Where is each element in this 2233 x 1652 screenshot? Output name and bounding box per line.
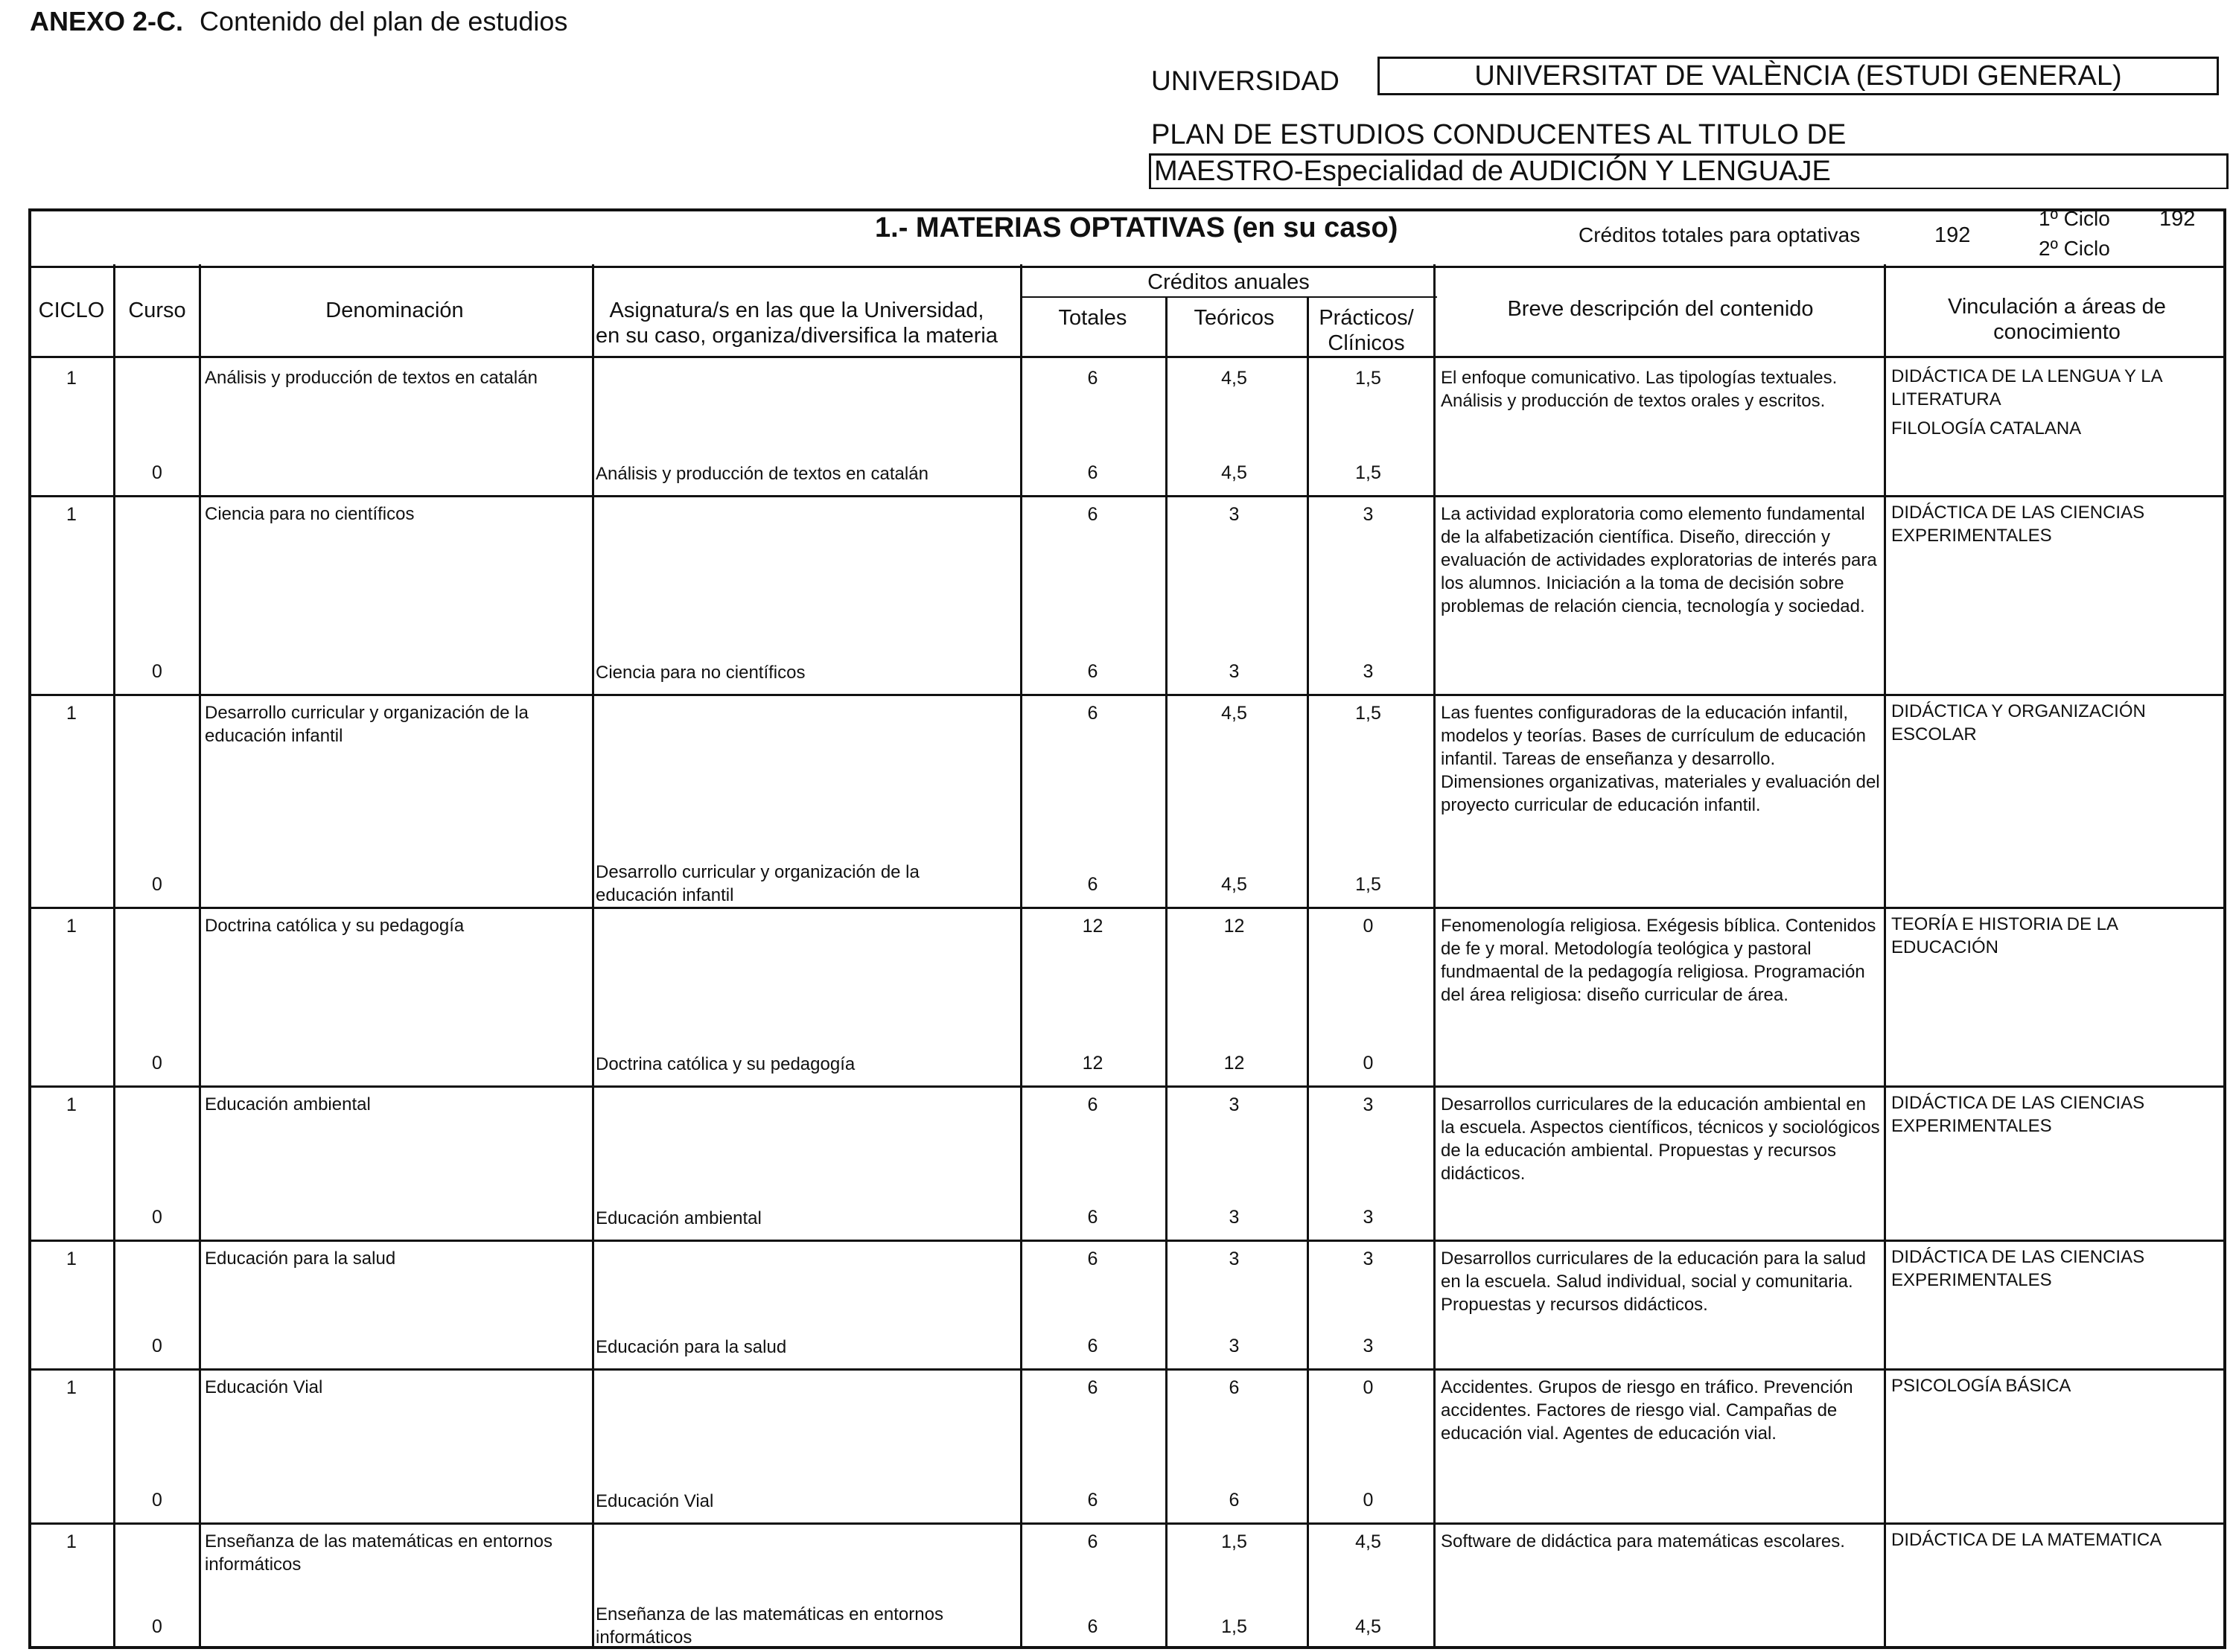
row-totales-main: 6 xyxy=(1087,1094,1098,1115)
annex-heading xyxy=(30,6,567,37)
column-rule xyxy=(1307,296,1309,1649)
cycle1-label: 1º Ciclo xyxy=(2039,207,2110,230)
column-rule xyxy=(592,264,594,1649)
col-denominacion: Denominación xyxy=(325,299,464,322)
row-curso: 0 xyxy=(152,874,162,895)
row-practicos-main: 1,5 xyxy=(1355,703,1381,724)
row-totales-main: 6 xyxy=(1087,1377,1098,1398)
annex-title: Contenido del plan de estudios xyxy=(200,6,568,36)
row-totales-sub: 6 xyxy=(1087,1336,1098,1356)
cycle1-value: 192 xyxy=(2159,207,2196,231)
row-teoricos-main: 6 xyxy=(1229,1377,1240,1398)
row-practicos-sub: 3 xyxy=(1363,1336,1374,1356)
row-denominacion: Enseñanza de las matemáticas en entornos informáticos xyxy=(205,1531,552,1575)
row-curso: 0 xyxy=(152,462,162,483)
annex-number: ANEXO 2-C. xyxy=(30,6,184,36)
row-curso: 0 xyxy=(152,1053,162,1074)
row-teoricos-sub: 3 xyxy=(1229,661,1240,682)
row-asignatura: Análisis y producción de textos en catalán xyxy=(596,464,928,484)
row-curso: 0 xyxy=(152,661,162,682)
row-practicos-main: 3 xyxy=(1363,1248,1374,1269)
row-rule xyxy=(28,907,2226,909)
row-practicos-sub: 0 xyxy=(1363,1490,1374,1511)
row-totales-main: 6 xyxy=(1087,703,1098,724)
row-ciclo: 1 xyxy=(66,1531,77,1552)
row-totales-sub: 6 xyxy=(1087,1207,1098,1228)
row-descripcion: Accidentes. Grupos de riesgo en tráfico. Prevención accidentes. Factores de riesgo vial. Campañas de educación vial. Agentes de educación vial. xyxy=(1441,1377,1853,1444)
university-label: UNIVERSIDAD xyxy=(1151,66,1340,96)
row-vinculacion: DIDÁCTICA DE LAS CIENCIAS EXPERIMENTALES xyxy=(1891,503,2145,546)
row-vinculacion: DIDÁCTICA DE LAS CIENCIAS EXPERIMENTALES xyxy=(1891,1093,2145,1136)
row-curso: 0 xyxy=(152,1616,162,1637)
row-asignatura: Doctrina católica y su pedagogía xyxy=(596,1054,856,1074)
row-practicos-main: 3 xyxy=(1363,504,1374,525)
row-teoricos-sub: 1,5 xyxy=(1221,1616,1247,1637)
row-descripcion: Desarrollos curriculares de la educación para la salud en la escuela. Salud individual, social y comunitaria. Propuestas y recursos didácticos. xyxy=(1441,1248,1866,1315)
row-denominacion: Educación ambiental xyxy=(205,1094,371,1114)
row-descripcion: Software de didáctica para matemáticas escolares. xyxy=(1441,1531,1845,1551)
university-value: UNIVERSITAT DE VALÈNCIA (ESTUDI GENERAL) xyxy=(1474,60,2122,92)
row-asignatura: Educación para la salud xyxy=(596,1337,787,1357)
row-ciclo: 1 xyxy=(66,1377,77,1398)
row-totales-sub: 6 xyxy=(1087,462,1098,483)
row-practicos-sub: 1,5 xyxy=(1355,874,1381,895)
row-asignatura: Educación ambiental xyxy=(596,1208,762,1228)
subheader-rule xyxy=(1020,296,1437,298)
row-practicos-sub: 0 xyxy=(1363,1053,1374,1074)
row-teoricos-main: 4,5 xyxy=(1221,703,1247,724)
row-teoricos-main: 12 xyxy=(1223,916,1245,937)
row-vinculacion: DIDÁCTICA DE LA LENGUA Y LA LITERATURA xyxy=(1891,366,2162,409)
row-totales-main: 12 xyxy=(1082,916,1103,937)
row-ciclo: 1 xyxy=(66,504,77,525)
credits-total-value: 192 xyxy=(1934,223,1971,247)
column-rule xyxy=(1020,264,1022,1649)
column-rule xyxy=(1884,264,1886,1649)
credits-total-label: Créditos totales para optativas xyxy=(1579,223,1861,246)
row-vinculacion-2: FILOLOGÍA CATALANA xyxy=(1891,418,2082,438)
row-denominacion: Desarrollo curricular y organización de la educación infantil xyxy=(205,703,529,746)
row-vinculacion: PSICOLOGÍA BÁSICA xyxy=(1891,1376,2071,1396)
row-vinculacion: DIDÁCTICA DE LA MATEMATICA xyxy=(1891,1530,2162,1550)
row-rule xyxy=(28,1085,2226,1088)
section-title: 1.- MATERIAS OPTATIVAS (en su caso) xyxy=(875,212,1398,243)
col-teoricos: Teóricos xyxy=(1194,306,1275,330)
row-denominacion: Educación Vial xyxy=(205,1377,323,1397)
column-rule xyxy=(199,264,201,1649)
col-vinculacion: Vinculación a áreas de conocimiento xyxy=(1948,295,2166,344)
row-rule xyxy=(28,1522,2226,1525)
row-teoricos-sub: 12 xyxy=(1223,1053,1245,1074)
row-ciclo: 1 xyxy=(66,916,77,937)
row-ciclo: 1 xyxy=(66,1248,77,1269)
row-totales-main: 6 xyxy=(1087,504,1098,525)
row-rule xyxy=(28,1240,2226,1242)
degree-field xyxy=(1149,153,2229,189)
col-ciclo: CICLO xyxy=(38,299,105,322)
row-teoricos-main: 1,5 xyxy=(1221,1531,1247,1552)
cycle2-label: 2º Ciclo xyxy=(2039,237,2110,260)
row-teoricos-main: 3 xyxy=(1229,504,1240,525)
row-practicos-sub: 3 xyxy=(1363,661,1374,682)
row-practicos-main: 0 xyxy=(1363,1377,1374,1398)
row-descripcion: Las fuentes configuradoras de la educación infantil, modelos y teorías. Bases de currículum de educación infantil. Tareas de enseñanza y desarrollo. Dimensiones organizativas, materiales y evaluación del proyecto curricular de educación infantil. xyxy=(1441,703,1880,815)
row-denominacion: Doctrina católica y su pedagogía xyxy=(205,916,465,936)
row-denominacion: Ciencia para no científicos xyxy=(205,504,415,524)
row-totales-sub: 6 xyxy=(1087,1490,1098,1511)
row-denominacion: Educación para la salud xyxy=(205,1248,396,1269)
row-descripcion: Fenomenología religiosa. Exégesis bíblica. Contenidos de fe y moral. Metodología teológica y pastoral fundmaental de la pedagogía religiosa. Programación del área religiosa: diseño curricular de área. xyxy=(1441,916,1876,1005)
row-totales-sub: 6 xyxy=(1087,874,1098,895)
row-vinculacion: DIDÁCTICA DE LAS CIENCIAS EXPERIMENTALES xyxy=(1891,1247,2145,1290)
row-practicos-main: 1,5 xyxy=(1355,368,1381,389)
header-bottom-rule xyxy=(28,356,2226,358)
row-totales-sub: 6 xyxy=(1087,1616,1098,1637)
row-totales-main: 6 xyxy=(1087,1248,1098,1269)
row-curso: 0 xyxy=(152,1207,162,1228)
row-rule xyxy=(28,694,2226,696)
col-totales: Totales xyxy=(1058,306,1127,330)
col-asignatura: Asignatura/s en las que la Universidad, en su caso, organiza/diversifica la materia xyxy=(596,299,998,348)
university-field xyxy=(1377,57,2219,95)
row-totales-main: 6 xyxy=(1087,1531,1098,1552)
degree-value: MAESTRO-Especialidad de AUDICIÓN Y LENGUAJE xyxy=(1154,156,1831,187)
row-asignatura: Enseñanza de las matemáticas en entornos informáticos xyxy=(596,1604,943,1648)
row-practicos-main: 0 xyxy=(1363,916,1374,937)
row-ciclo: 1 xyxy=(66,703,77,724)
col-practicos: Prácticos/ Clínicos xyxy=(1319,306,1414,355)
row-descripcion: La actividad exploratoria como elemento fundamental de la alfabetización científica. Diseño, dirección y evaluación de actividades exploratorias de interés para los alumnos. Iniciación a la toma de decisión sobre problemas de relación ciencia, tecnología y sociedad. xyxy=(1441,504,1877,616)
row-rule xyxy=(28,495,2226,497)
row-curso: 0 xyxy=(152,1336,162,1356)
row-asignatura: Desarrollo curricular y organización de la educación infantil xyxy=(596,862,920,905)
row-totales-sub: 6 xyxy=(1087,661,1098,682)
row-practicos-main: 3 xyxy=(1363,1094,1374,1115)
row-teoricos-main: 3 xyxy=(1229,1094,1240,1115)
row-teoricos-main: 3 xyxy=(1229,1248,1240,1269)
row-teoricos-sub: 3 xyxy=(1229,1336,1240,1356)
row-practicos-sub: 3 xyxy=(1363,1207,1374,1228)
row-asignatura: Ciencia para no científicos xyxy=(596,663,806,683)
col-curso: Curso xyxy=(128,299,186,322)
row-teoricos-sub: 6 xyxy=(1229,1490,1240,1511)
row-denominacion: Análisis y producción de textos en catalán xyxy=(205,368,538,388)
row-curso: 0 xyxy=(152,1490,162,1511)
row-teoricos-sub: 4,5 xyxy=(1221,874,1247,895)
row-rule xyxy=(28,1368,2226,1371)
row-ciclo: 1 xyxy=(66,368,77,389)
row-teoricos-main: 4,5 xyxy=(1221,368,1247,389)
row-totales-main: 6 xyxy=(1087,368,1098,389)
row-practicos-sub: 1,5 xyxy=(1355,462,1381,483)
row-descripcion: Desarrollos curriculares de la educación ambiental en la escuela. Aspectos científicos, técnicos y sociológicos de la educación ambiental. Propuestas y recursos didácticos. xyxy=(1441,1094,1880,1184)
row-practicos-main: 4,5 xyxy=(1355,1531,1381,1552)
col-creditos-anuales: Créditos anuales xyxy=(1147,270,1310,294)
column-rule xyxy=(1165,296,1168,1649)
row-vinculacion: DIDÁCTICA Y ORGANIZACIÓN ESCOLAR xyxy=(1891,701,2146,744)
row-vinculacion: TEORÍA E HISTORIA DE LA EDUCACIÓN xyxy=(1891,914,2118,957)
row-teoricos-sub: 4,5 xyxy=(1221,462,1247,483)
row-descripcion: El enfoque comunicativo. Las tipologías textuales. Análisis y producción de textos orales y escritos. xyxy=(1441,368,1838,411)
plan-label: PLAN DE ESTUDIOS CONDUCENTES AL TITULO DE xyxy=(1151,119,1847,150)
row-totales-sub: 12 xyxy=(1082,1053,1103,1074)
row-asignatura: Educación Vial xyxy=(596,1491,714,1511)
col-descripcion: Breve descripción del contenido xyxy=(1507,297,1814,321)
row-ciclo: 1 xyxy=(66,1094,77,1115)
row-practicos-sub: 4,5 xyxy=(1355,1616,1381,1637)
column-rule xyxy=(1433,264,1436,1649)
row-teoricos-sub: 3 xyxy=(1229,1207,1240,1228)
